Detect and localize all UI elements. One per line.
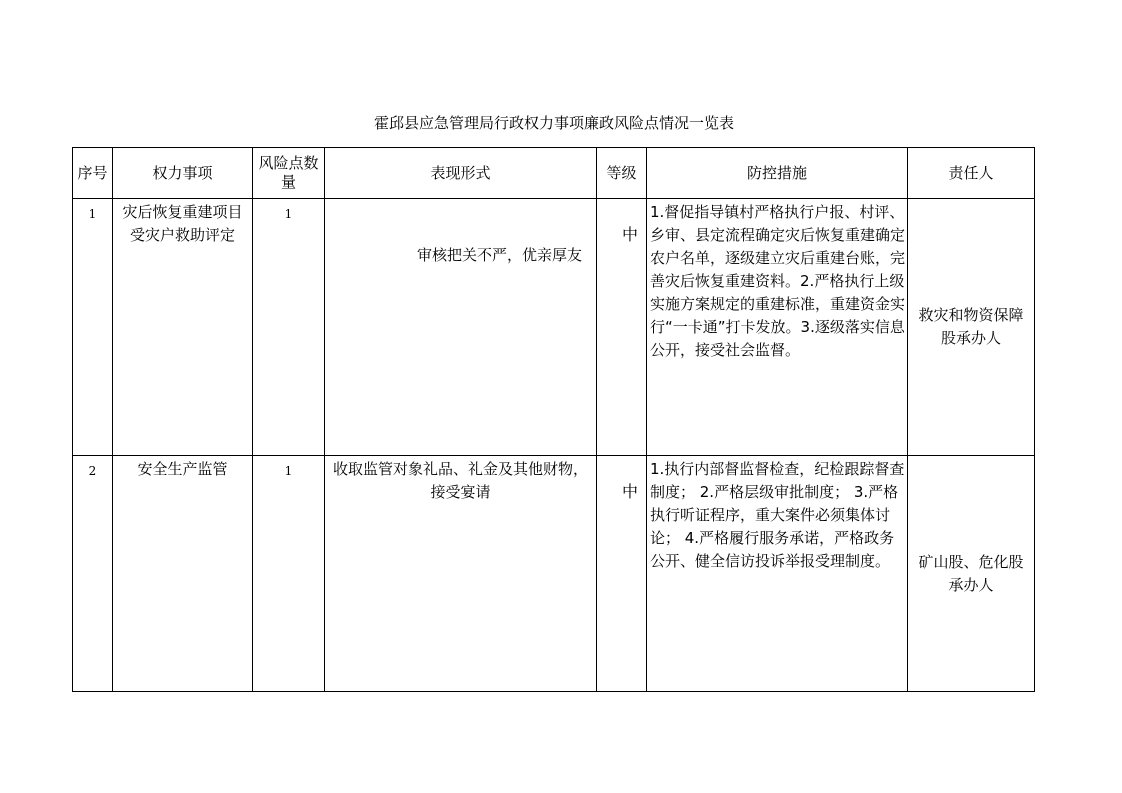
table-row	[73, 456, 1035, 692]
header-risk-count-line1: 风险点数	[258, 154, 319, 172]
cell-measures: 1.执行内部督监督检查，纪检跟踪督查制度； 2.严格层级审批制度； 3.严格执行听证程序，重大案件必须集体讨论； 4.严格履行服务承诺，严格政务公开、健全信访投诉举报受理制度。	[647, 456, 908, 692]
header-no: 序号	[73, 148, 113, 199]
header-risk-count-line2: 量	[280, 173, 296, 191]
cell-grade: 中	[597, 456, 647, 692]
risk-table	[72, 147, 1035, 692]
header-person: 责任人	[908, 148, 1035, 199]
cell-person: 救灾和物资保障股承办人	[908, 199, 1035, 456]
cell-no: 1	[73, 199, 113, 456]
header-measures: 防控措施	[647, 148, 908, 199]
cell-risk-count: 1	[253, 199, 325, 456]
cell-risk-count: 1	[253, 456, 325, 692]
header-risk-count	[253, 148, 325, 199]
cell-form: 收取监管对象礼品、礼金及其他财物，接受宴请	[325, 456, 597, 692]
table-row	[73, 199, 1035, 456]
cell-no: 2	[73, 456, 113, 692]
cell-item: 灾后恢复重建项目受灾户救助评定	[113, 199, 253, 456]
header-grade: 等级	[597, 148, 647, 199]
header-item: 权力事项	[113, 148, 253, 199]
table-header-row	[73, 148, 1035, 199]
document-title: 霍邱县应急管理局行政权力事项廉政风险点情况一览表	[373, 114, 734, 132]
cell-person: 矿山股、危化股承办人	[908, 456, 1035, 692]
cell-grade: 中	[597, 199, 647, 456]
cell-item: 安全生产监管	[113, 456, 253, 692]
cell-form: 审核把关不严，优亲厚友	[325, 199, 597, 456]
header-form: 表现形式	[325, 148, 597, 199]
cell-measures: 1.督促指导镇村严格执行户报、村评、乡审、县定流程确定灾后恢复重建确定农户名单，逐级建立灾后重建台账，完善灾后恢复重建资料。2.严格执行上级实施方案规定的重建标准，重建资金实行“一卡通”打卡发放。3.逐级落实信息公开，接受社会监督。	[647, 199, 908, 456]
